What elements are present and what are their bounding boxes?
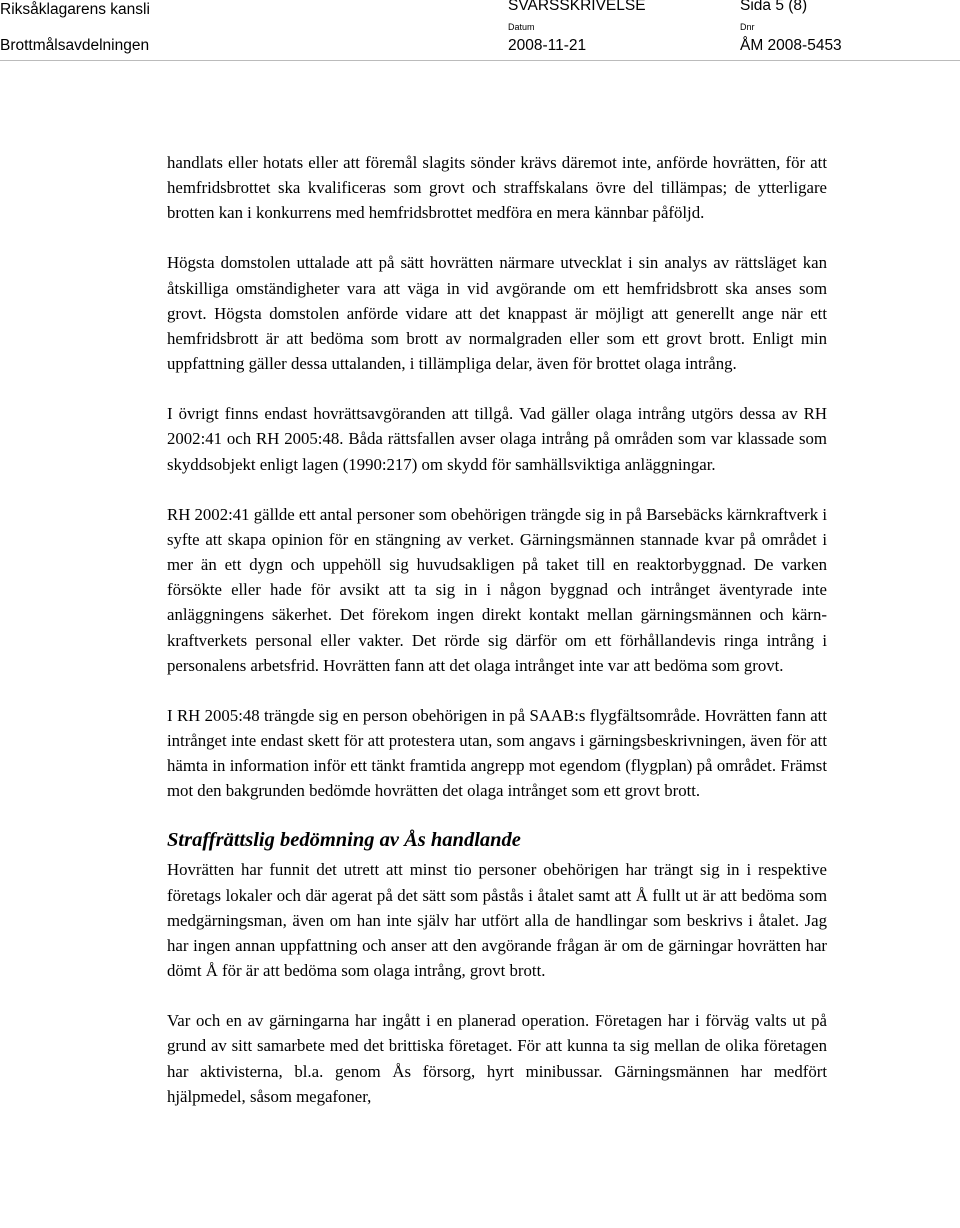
header-dnr-label: Dnr [740, 22, 755, 32]
header-org: Riksåklagarens kansli [0, 1, 150, 18]
paragraph-4: RH 2002:41 gällde ett antal personer som obehörigen trängde sig in på Barsebäcks kärnkraftverk i syfte att skapa opinion för en stängning av verket. Gärningsmännen stannade kvar på området i mer än ett dygn och uppehöll sig huvudsakligen på taket till en reaktorbyggnad. De varken försökte eller hade för avsikt att ta sig in i någon byggnad och intrånget äventyrade inte anläggningens säkerhet. Det förekom ingen direkt kontakt mellan gärningsmännen och kärnkraftverkets personal eller vakter. Det rörde sig därför om ett förhållandevis ringa intrång i personalens arbetsfrid. Hovrätten fann att det olaga intrånget inte var att bedöma som grovt. [167, 504, 827, 675]
document-body [167, 150, 827, 1134]
header-dnr: ÅM 2008-5453 [740, 37, 842, 54]
header-dept: Brottmålsavdelningen [0, 37, 150, 54]
paragraph-7: Var och en av gärningarna har ingått i en planerad operation. Företagen har i förväg valts ut på grund av sitt samarbete med det brittiska företaget. För att kunna ta sig mellan de olika företagen har aktivisterna, bl.a. genom Ås försorg, hyrt minibussar. Gärningsmännen har medfört hjälpmedel, såsom megafoner, [167, 1011, 827, 1106]
paragraph-2: Högsta domstolen uttalade att på sätt hovrätten närmare utvecklat i sin analys av rättsläget kan åtskilliga omständigheter vara att väga in vid avgörande om ett hemfridsbrott ska anses som grovt. Högsta domstolen anförde vidare att det knappast är möjligt att generellt ange när ett hemfridsbrott är att bedöma som brott av normalgraden eller som ett grovt brott. Enligt min uppfattning gäller dessa uttalanden, i tillämpliga delar, även för brottet olaga intrång. [167, 253, 827, 374]
section-heading: Straffrättslig bedömning av Ås handlande [167, 829, 521, 852]
header-date-label: Datum [508, 22, 535, 32]
header-page-number: Sida 5 (8) [740, 0, 808, 14]
paragraph-3: I övrigt finns endast hovrättsavgöranden att tillgå. Vad gäller olaga intrång utgörs dessa av RH 2002:41 och RH 2005:48. Båda rättsfallen avser olaga intrång på områden som var klassade som skyddsobjekt enligt lagen (1990:217) om skydd för samhällsviktiga anläggningar. [167, 404, 827, 474]
header-doc-type: SVARSSKRIVELSE [508, 0, 646, 14]
paragraph-1: handlats eller hotats eller att föremål slagits sönder krävs däremot inte, anförde hovrätten, för att hemfridsbrottet ska kvalificeras som grovt och straffskalans övre del tillämpas; de ytterligare brotten kan i konkurrens med hemfridsbrottet medföra en mera kännbar påföljd. [167, 153, 827, 223]
header-date: 2008-11-21 [508, 37, 587, 54]
paragraph-5: I RH 2005:48 trängde sig en person obehörigen in på SAAB:s flygfältsområde. Hovrätten fann att intrånget inte endast skett för att protestera utan, som angavs i gärningsbeskrivningen, även för att hämta in information inför ett tänkt framtida angrepp mot egendom (flygplan) på området. Främst mot den bakgrunden bedömde hovrätten det olaga intrånget som ett grovt brott. [167, 705, 827, 801]
paragraph-6: Hovrätten har funnit det utrett att minst tio personer obehörigen har trängt sig in i respektive företags lokaler och där agerat på det sätt som påstås i åtalet samt att Å fullt ut är att bedöma som medgärningsman, även om han inte själv har utfört alla de handlingar som beskrivs i åtalet. Jag har ingen annan uppfattning och anser att den avgörande frågan är om de gärningar hovrätten har dömt Å för är att bedöma som olaga intrång, grovt brott. [167, 860, 827, 981]
header-divider [0, 60, 960, 61]
page-header [0, 0, 960, 62]
